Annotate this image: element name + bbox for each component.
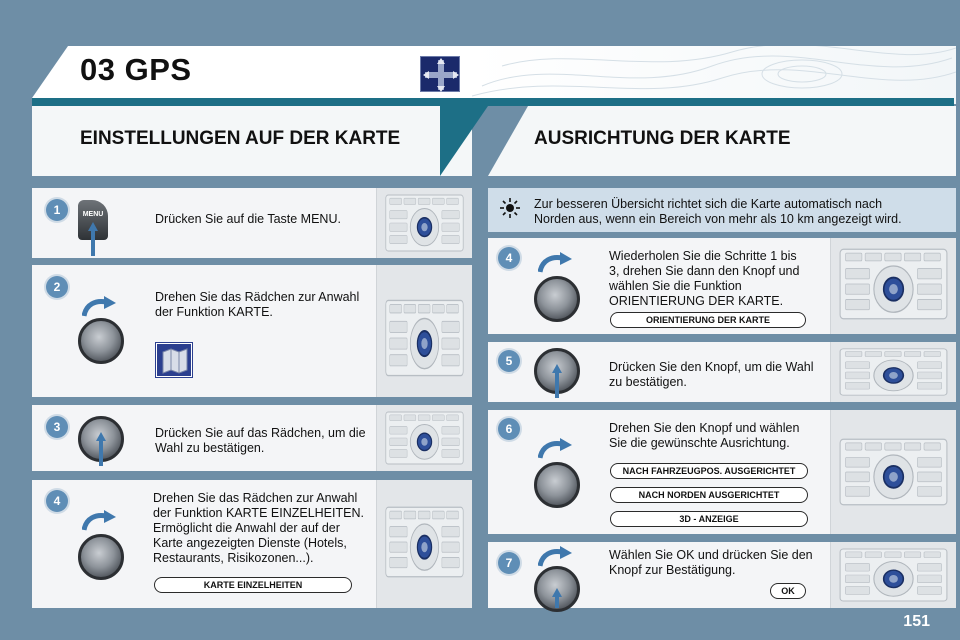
step-text: Drücken Sie auf das Rädchen, um die Wahl zu bestätigen. bbox=[155, 426, 366, 455]
radio-thumbnail bbox=[830, 542, 956, 608]
step-badge: 4 bbox=[46, 490, 68, 512]
radio-thumbnail bbox=[376, 265, 472, 397]
step-badge: 6 bbox=[498, 418, 520, 440]
sun-info-icon bbox=[500, 198, 520, 218]
radio-thumbnail bbox=[830, 410, 956, 534]
orientation-option-north: NACH NORDEN AUSGERICHTET bbox=[610, 487, 808, 503]
page-number: 151 bbox=[903, 613, 930, 630]
step-text: Drehen Sie den Knopf und wählen Sie die gewünschte Ausrichtung. bbox=[609, 421, 800, 450]
radio-illustration bbox=[839, 248, 948, 320]
right-section-title: AUSRICHTUNG DER KARTE bbox=[534, 128, 791, 149]
menu-option-pill: KARTE EINZELHEITEN bbox=[154, 577, 352, 593]
rotate-arrow-icon bbox=[82, 510, 116, 532]
ok-option-pill: OK bbox=[770, 583, 806, 599]
press-arrow-icon bbox=[88, 222, 98, 256]
crossroads-navigation-icon bbox=[420, 56, 460, 92]
step-text: Wiederholen Sie die Schritte 1 bis 3, drehen Sie dann den Knopf und wählen Sie die Funktion ORIENTIERUNG DER KARTE. bbox=[609, 249, 800, 308]
header-divider bbox=[32, 98, 954, 106]
step-badge: 3 bbox=[46, 416, 68, 438]
radio-illustration bbox=[839, 548, 948, 602]
step-badge: 1 bbox=[46, 199, 68, 221]
rotate-arrow-icon bbox=[82, 296, 116, 318]
menu-option-pill: ORIENTIERUNG DER KARTE bbox=[610, 312, 806, 328]
step-text: Drücken Sie auf die Taste MENU. bbox=[155, 212, 341, 226]
rotary-knob-icon bbox=[534, 462, 580, 508]
step-badge: 5 bbox=[498, 350, 520, 372]
step-text: Wählen Sie OK und drücken Sie den Knopf zur Bestätigung. bbox=[609, 548, 813, 577]
step-text: Drücken Sie den Knopf, um die Wahl zu bestätigen. bbox=[609, 360, 814, 389]
press-arrow-icon bbox=[96, 432, 106, 466]
radio-thumbnail bbox=[830, 342, 956, 402]
page-title: 03 GPS bbox=[80, 52, 192, 87]
rotary-knob-icon bbox=[78, 534, 124, 580]
radio-panel-drawing bbox=[385, 194, 464, 252]
press-arrow-icon bbox=[552, 588, 562, 608]
radio-thumbnail bbox=[830, 238, 956, 334]
radio-panel-drawing bbox=[839, 548, 948, 602]
step-text: Drehen Sie das Rädchen zur Anwahl der Funktion KARTE. bbox=[155, 290, 360, 319]
topographic-banner bbox=[472, 46, 956, 104]
orientation-option-3d: 3D - ANZEIGE bbox=[610, 511, 808, 527]
menu-button-icon: MENU bbox=[78, 200, 108, 240]
rotary-knob-icon bbox=[534, 276, 580, 322]
radio-thumbnail bbox=[376, 188, 472, 258]
step-text: Drehen Sie das Rädchen zur Anwahl der Funktion KARTE EINZELHEITEN. Ermöglicht die Anwahl der auf der Karte angezeigten Dienste (Hotels, Restaurants, Risikozonen...). bbox=[153, 491, 364, 565]
radio-illustration bbox=[385, 411, 464, 465]
radio-illustration bbox=[839, 348, 948, 396]
radio-thumbnail bbox=[376, 480, 472, 608]
radio-panel-drawing bbox=[839, 438, 948, 506]
rotate-arrow-icon bbox=[538, 546, 572, 568]
radio-panel-drawing bbox=[385, 411, 464, 465]
radio-illustration bbox=[385, 299, 464, 377]
radio-illustration bbox=[839, 438, 948, 506]
left-section-title: EINSTELLUNGEN AUF DER KARTE bbox=[80, 128, 401, 149]
orientation-option-vehicle: NACH FAHRZEUGPOS. AUSGERICHTET bbox=[610, 463, 808, 479]
radio-panel-drawing bbox=[839, 248, 948, 320]
press-arrow-icon bbox=[552, 364, 562, 398]
info-text: Zur besseren Übersicht richtet sich die Karte automatisch nach Norden aus, wenn ein Bereich von mehr als 10 km angezeigt wird. bbox=[534, 197, 902, 226]
radio-illustration bbox=[385, 506, 464, 578]
rotary-knob-icon bbox=[78, 318, 124, 364]
step-badge: 2 bbox=[46, 276, 68, 298]
radio-thumbnail bbox=[376, 405, 472, 471]
step-badge: 4 bbox=[498, 247, 520, 269]
radio-panel-drawing bbox=[839, 348, 948, 396]
step-badge: 7 bbox=[498, 552, 520, 574]
radio-illustration bbox=[385, 194, 464, 252]
rotate-arrow-icon bbox=[538, 438, 572, 460]
radio-panel-drawing bbox=[385, 299, 464, 377]
map-icon bbox=[156, 343, 192, 377]
rotate-arrow-icon bbox=[538, 252, 572, 274]
radio-panel-drawing bbox=[385, 506, 464, 578]
